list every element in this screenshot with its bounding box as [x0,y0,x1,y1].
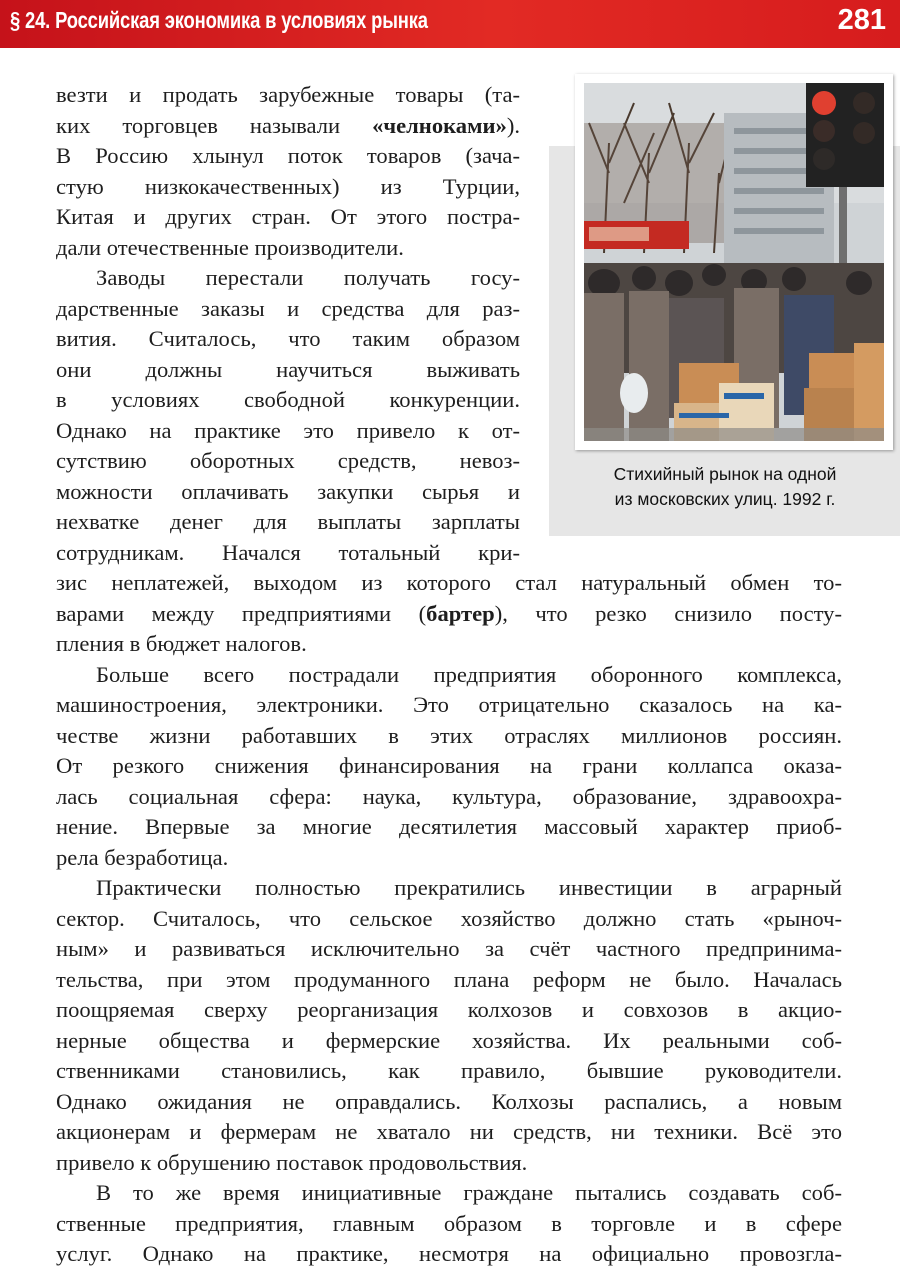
text-line: пления в бюджет налогов. [56,631,307,656]
text-line: везти и продать зарубежные товары (та- [56,82,520,107]
text-line: акционерам и фермерам не хватало ни средств, ни техники. Всё это [56,1119,842,1144]
paragraph-1 [56,80,520,263]
text-line: Больше всего пострадали предприятия оборонного комплекса, [96,661,842,687]
chapter-header [0,0,900,48]
text-line: зис неплатежей, выходом из которого стал натуральный обмен то- [56,570,842,595]
text-line: ным» и развиваться исключительно за счёт частного предпринима- [56,936,842,961]
text-line: машиностроения, электроники. Это отрицательно сказалось на ка- [56,692,842,717]
text-line: сотрудникам. Начался тотальный кри- [56,539,520,565]
text-line: В то же время инициативные граждане пытались создавать соб- [96,1180,842,1205]
text-line: тельства, при этом продуманного плана реформ не было. Началась [56,966,842,992]
caption-line: из московских улиц. 1992 г. [614,489,836,509]
text-line: нерные общества и фермерские хозяйства. Их реальными соб- [56,1027,842,1053]
text-line: ственные предприятия, главным образом в торговле и в сфере [56,1210,842,1236]
chapter-title: § 24. Российская экономика в условиях рынка [10,7,428,33]
paragraph-2 [56,263,520,568]
text-line: дарственные заказы и средства для раз- [56,295,520,321]
text-line: поощряемая сверху реорганизация колхозов и совхозов в акцио- [56,997,842,1022]
text-line: ких торговцев называли «челноками»). [56,112,520,138]
text-line: Заводы перестали получать госу- [96,265,520,290]
text-line: нение. Впервые за многие десятилетия массовый характер приоб- [56,814,842,839]
paragraph-5 [56,1178,842,1270]
text-line: Однако ожидания не оправдались. Колхозы распались, а новым [56,1088,842,1114]
text-line: вития. Считалось, что таким образом [56,326,520,351]
caption-line: Стихийный рынок на одной [613,464,837,484]
full-width-text [56,568,842,1270]
term-chelnoki: «челноками» [372,112,507,138]
street-market-photo [584,83,884,441]
text-line: в условиях свободной конкуренции. [56,387,520,412]
text-line: стую низкокачественных) из Турции, [56,173,520,199]
term-barter: бартер [426,600,495,626]
column-text [56,80,520,568]
text-line: ственниками становились, как правило, бывшие руководители. [56,1058,842,1083]
text-line: рела безработица. [56,844,229,870]
text-line: честве жизни работавших в этих отраслях миллионов россиян. [56,722,842,748]
paragraph-4 [56,873,842,1178]
text-line: В Россию хлынул поток товаров (зача- [56,143,520,168]
text-line: сутствию оборотных средств, невоз- [56,448,520,473]
text-line: дали отечественные производители. [56,234,404,260]
text-line: можности оплачивать закупки сырья и [56,478,520,504]
text-line: привело к обрушению поставок продовольствия. [56,1149,528,1175]
paragraph-3 [56,660,842,874]
figure-caption [560,462,890,512]
text-line: От резкого снижения финансирования на грани коллапса оказа- [56,753,842,778]
text-line: они должны научиться выживать [56,356,520,382]
text-line: Практически полностью прекратились инвестиции в аграрный [96,875,842,900]
page-number: 281 [837,4,886,36]
text-line: лась социальная сфера: наука, культура, образование, здравоохра- [56,783,842,809]
text-line: услуг. Однако на практике, несмотря на официально провозгла- [56,1241,842,1266]
text-line: Китая и других стран. От этого постра- [56,204,520,229]
text-line: нехватке денег для выплаты зарплаты [56,509,520,534]
paragraph-2-continued [56,568,842,660]
text-line: сектор. Считалось, что сельское хозяйство должно стать «рыноч- [56,905,842,931]
text-line: Однако на практике это привело к от- [56,417,520,443]
text-line: варами между предприятиями (бартер), что резко снизило посту- [56,600,842,626]
